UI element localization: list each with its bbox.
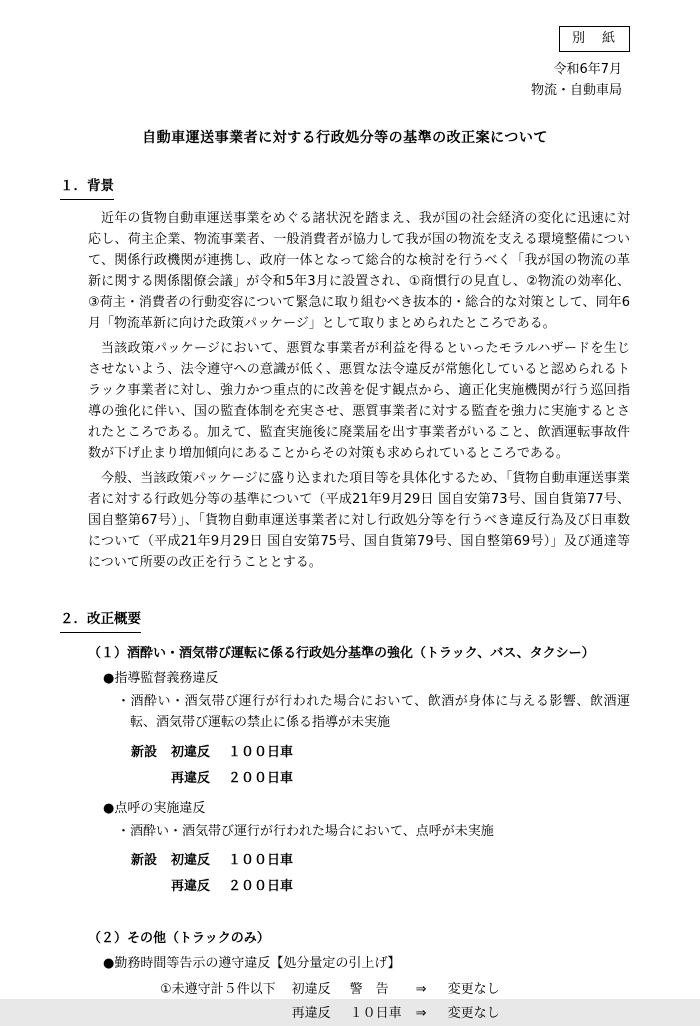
penalty-value: 警 告 (349, 981, 389, 997)
doc-bureau: 物流・自動車局 (530, 83, 622, 99)
working-hours-violation-heading: ●勤務時間等告示の遵守違反【処分量定の引上げ】 (103, 955, 401, 971)
penalty-rows (171, 848, 293, 900)
penalty-days: １００日車 (228, 744, 294, 760)
offense-label: 初違反 (291, 981, 331, 997)
section1-heading (60, 176, 630, 200)
page-title: 自動車運送事業者に対する行政処分等の基準の改正案について (142, 130, 548, 147)
offense-label: 初違反 (171, 744, 211, 760)
change-status: 変更なし (447, 1005, 500, 1021)
item1-heading: （１）酒酔い・酒気帯び運転に係る行政処分基準の強化（トラック、バス、タクシー） (88, 646, 595, 662)
section-background (60, 176, 630, 574)
penalty-days: ２００日車 (228, 770, 294, 786)
case-row (292, 1002, 500, 1026)
section-revision (60, 609, 630, 1025)
penalty-days: ２００日車 (228, 878, 294, 894)
penalty-row (171, 766, 293, 792)
guidance-penalty-block (131, 740, 630, 792)
rollcall-violation-heading: ●点呼の実施違反 (103, 800, 206, 816)
offense-label: 再違反 (171, 770, 211, 786)
rollcall-penalty-block (131, 848, 630, 900)
arrow-icon: ⇒ (415, 1005, 427, 1021)
section2-heading (60, 609, 630, 633)
case-rows (292, 978, 500, 1026)
item2-heading: （２）その他（トラックのみ） (88, 930, 270, 946)
penalty-row (171, 874, 293, 900)
penalty-new-label: 新設 (131, 744, 158, 760)
background-paragraph-2: 当該政策パッケージにおいて、悪質な事業者が利益を得るといったモラルハザードを生じさせないよう、法令遵守への意識が低く、悪質な法令違反が常態化していると認められるトラック事業者に対し、強力かつ重点的に改善を促す観点から、適正化実施機関が行う巡回指導の強化に伴い、国の監査体制を充実させ、悪質事業者に対する監査を強力に実施するとされたところである。加えて、監査実施後に廃業届を出す事業者がいること、飲酒運転事故件数が下げ止まり増加傾向にあることからその対策も求められているところである。 (88, 340, 630, 462)
penalty-new-label: 新設 (131, 852, 158, 868)
attachment-label: 別 紙 (559, 26, 630, 52)
background-paragraph-3: 今般、当該政策パッケージに盛り込まれた項目等を具体化するため、「貨物自動車運送事業者に対する行政処分等の基準について（平成21年9月29日 国自安第73号、国自貨第77号、国自整第67号）」、「貨物自動車運送事業者に対し行政処分等を行うべき違反行為及び日車数について（平成21年9月29日 国自安第75号、国自貨第79号、国自整第69号）」及び通達等について所要の改正を行うこととする。 (88, 471, 630, 571)
violation-block-guidance (60, 668, 630, 791)
case-row (292, 978, 500, 1002)
change-status: 変更なし (447, 981, 500, 997)
revision-item-1 (60, 643, 630, 899)
offense-label: 再違反 (291, 1005, 331, 1021)
violation-block-rollcall (60, 798, 630, 900)
background-paragraph-1: 近年の貨物自動車運送事業をめぐる諸状況を踏まえ、我が国の社会経済の変化に迅速に対応し、荷主企業、物流事業者、一般消費者が協力して我が国の物流を支える環境整備について、関係行政機関が連携し、政府一体となって総合的な検討を行うべく「我が国の物流の革新に関する関係閣僚会議」が令和5年3月に設置され、①商慣行の見直し、②物流の効率化、③荷主・消費者の行動変容について緊急に取り組むべき抜本的・総合的な対策として、同年6月「物流革新に向けた政策パッケージ」として取りまとめられたところである。 (88, 210, 630, 331)
section1-heading-text: １．背景 (60, 176, 114, 200)
guidance-violation-detail: ・酒酔い・酒気帯び運行が行われた場合において、飲酒が身体に与える影響、飲酒運転、酒気帯び運転の禁止に係る指導が未実施 (117, 694, 630, 731)
doc-header (60, 26, 630, 101)
rollcall-violation-detail: ・酒酔い・酒気帯び運行が行われた場合において、点呼が未実施 (117, 823, 494, 839)
penalty-days: １００日車 (228, 852, 294, 868)
case-label: ①未遵守計５件以下 (160, 981, 276, 997)
revision-item-2 (60, 928, 630, 1026)
working-hours-case-block (160, 978, 630, 1026)
arrow-icon: ⇒ (415, 981, 427, 997)
penalty-row (171, 848, 293, 874)
penalty-value: １０日車 (349, 1005, 402, 1021)
penalty-rows (171, 740, 293, 792)
section2-heading-text: ２．改正概要 (60, 609, 141, 633)
offense-label: 再違反 (171, 878, 211, 894)
offense-label: 初違反 (171, 852, 211, 868)
penalty-row (171, 740, 293, 766)
guidance-violation-heading: ●指導監督義務違反 (103, 671, 219, 687)
doc-date: 令和6年7月 (553, 62, 622, 78)
